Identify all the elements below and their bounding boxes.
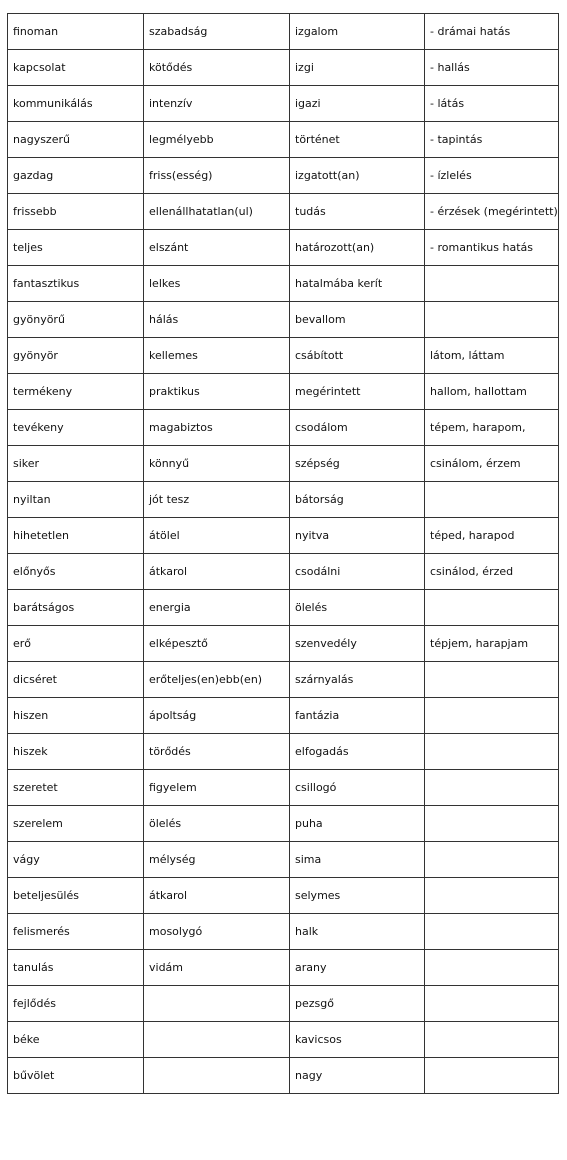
table-row xyxy=(8,662,559,698)
table-cell-col-2: mosolygó xyxy=(144,914,290,950)
table-cell-col-1: erő xyxy=(8,626,144,662)
table-cell-col-2: kötődés xyxy=(144,50,290,86)
table-row xyxy=(8,230,559,266)
table-cell-col-2: szabadság xyxy=(144,14,290,50)
table-cell-col-4: - romantikus hatás xyxy=(425,230,559,266)
table-row xyxy=(8,590,559,626)
table-cell-col-1: gyönyörű xyxy=(8,302,144,338)
table-cell-col-1: fejlődés xyxy=(8,986,144,1022)
table-row xyxy=(8,482,559,518)
table-row xyxy=(8,626,559,662)
table-cell-col-4: tépem, harapom, xyxy=(425,410,559,446)
table-cell-col-4 xyxy=(425,734,559,770)
table-row xyxy=(8,374,559,410)
table-row xyxy=(8,770,559,806)
table-cell-col-3: bevallom xyxy=(290,302,425,338)
table-cell-col-3: kavicsos xyxy=(290,1022,425,1058)
table-cell-col-1: gyönyör xyxy=(8,338,144,374)
table-row xyxy=(8,1058,559,1094)
table-cell-col-3: izgatott(an) xyxy=(290,158,425,194)
table-cell-col-3: pezsgő xyxy=(290,986,425,1022)
table-cell-col-1: gazdag xyxy=(8,158,144,194)
table-cell-col-2: elképesztő xyxy=(144,626,290,662)
table-cell-col-1: hiszen xyxy=(8,698,144,734)
table-cell-col-1: kommunikálás xyxy=(8,86,144,122)
table-cell-col-3: szenvedély xyxy=(290,626,425,662)
table-cell-col-3: csodálom xyxy=(290,410,425,446)
table-cell-col-3: puha xyxy=(290,806,425,842)
word-table-body xyxy=(8,14,559,1094)
table-cell-col-2: magabiztos xyxy=(144,410,290,446)
table-cell-col-2: intenzív xyxy=(144,86,290,122)
table-cell-col-1: béke xyxy=(8,1022,144,1058)
table-row xyxy=(8,194,559,230)
table-cell-col-2 xyxy=(144,1058,290,1094)
table-cell-col-1: felismerés xyxy=(8,914,144,950)
table-cell-col-3: hatalmába kerít xyxy=(290,266,425,302)
table-cell-col-1: tevékeny xyxy=(8,410,144,446)
table-cell-col-4: hallom, hallottam xyxy=(425,374,559,410)
table-cell-col-4 xyxy=(425,986,559,1022)
table-row xyxy=(8,302,559,338)
table-cell-col-3: nagy xyxy=(290,1058,425,1094)
table-cell-col-1: bűvölet xyxy=(8,1058,144,1094)
table-row xyxy=(8,518,559,554)
table-cell-col-3: határozott(an) xyxy=(290,230,425,266)
table-cell-col-1: fantasztikus xyxy=(8,266,144,302)
table-cell-col-2: erőteljes(en)ebb(en) xyxy=(144,662,290,698)
table-cell-col-3: megérintett xyxy=(290,374,425,410)
table-cell-col-1: siker xyxy=(8,446,144,482)
table-cell-col-4 xyxy=(425,950,559,986)
table-cell-col-2: átkarol xyxy=(144,878,290,914)
table-cell-col-3: izgi xyxy=(290,50,425,86)
table-cell-col-1: teljes xyxy=(8,230,144,266)
table-cell-col-4: - érzések (megérintett) xyxy=(425,194,559,230)
table-cell-col-2: figyelem xyxy=(144,770,290,806)
table-cell-col-3: ölelés xyxy=(290,590,425,626)
table-cell-col-3: arany xyxy=(290,950,425,986)
table-cell-col-4: tépjem, harapjam xyxy=(425,626,559,662)
table-cell-col-1: finoman xyxy=(8,14,144,50)
table-row xyxy=(8,50,559,86)
table-cell-col-3: bátorság xyxy=(290,482,425,518)
table-cell-col-2: hálás xyxy=(144,302,290,338)
table-cell-col-4 xyxy=(425,698,559,734)
word-table-container xyxy=(7,13,559,1094)
table-cell-col-1: kapcsolat xyxy=(8,50,144,86)
table-cell-col-3: szépség xyxy=(290,446,425,482)
table-cell-col-4: látom, láttam xyxy=(425,338,559,374)
table-cell-col-3: elfogadás xyxy=(290,734,425,770)
table-cell-col-1: előnyős xyxy=(8,554,144,590)
table-row xyxy=(8,878,559,914)
table-cell-col-4: - hallás xyxy=(425,50,559,86)
table-cell-col-3: csodálni xyxy=(290,554,425,590)
table-cell-col-3: szárnyalás xyxy=(290,662,425,698)
table-cell-col-1: beteljesülés xyxy=(8,878,144,914)
table-cell-col-4 xyxy=(425,1058,559,1094)
table-cell-col-1: nyiltan xyxy=(8,482,144,518)
table-row xyxy=(8,1022,559,1058)
table-row xyxy=(8,446,559,482)
table-cell-col-1: dicséret xyxy=(8,662,144,698)
table-cell-col-3: halk xyxy=(290,914,425,950)
table-cell-col-1: vágy xyxy=(8,842,144,878)
table-cell-col-2 xyxy=(144,986,290,1022)
table-cell-col-4 xyxy=(425,590,559,626)
table-row xyxy=(8,410,559,446)
table-row xyxy=(8,266,559,302)
table-cell-col-2: praktikus xyxy=(144,374,290,410)
table-cell-col-2: elszánt xyxy=(144,230,290,266)
table-cell-col-2: könnyű xyxy=(144,446,290,482)
table-cell-col-1: szerelem xyxy=(8,806,144,842)
table-cell-col-3: fantázia xyxy=(290,698,425,734)
table-cell-col-2: ápoltság xyxy=(144,698,290,734)
table-cell-col-2: mélység xyxy=(144,842,290,878)
table-row xyxy=(8,122,559,158)
table-cell-col-2: lelkes xyxy=(144,266,290,302)
table-cell-col-2: átölel xyxy=(144,518,290,554)
table-cell-col-3: csillogó xyxy=(290,770,425,806)
table-row xyxy=(8,554,559,590)
table-cell-col-4: csinálom, érzem xyxy=(425,446,559,482)
table-cell-col-1: tanulás xyxy=(8,950,144,986)
table-cell-col-4: - ízlelés xyxy=(425,158,559,194)
table-cell-col-3: tudás xyxy=(290,194,425,230)
table-cell-col-4: téped, harapod xyxy=(425,518,559,554)
table-row xyxy=(8,842,559,878)
table-row xyxy=(8,338,559,374)
table-cell-col-2: friss(esség) xyxy=(144,158,290,194)
table-cell-col-2: energia xyxy=(144,590,290,626)
table-cell-col-2: törődés xyxy=(144,734,290,770)
table-cell-col-1: termékeny xyxy=(8,374,144,410)
table-row xyxy=(8,914,559,950)
table-cell-col-1: hihetetlen xyxy=(8,518,144,554)
table-cell-col-4 xyxy=(425,266,559,302)
table-cell-col-1: nagyszerű xyxy=(8,122,144,158)
table-cell-col-1: hiszek xyxy=(8,734,144,770)
table-row xyxy=(8,158,559,194)
table-cell-col-4: csinálod, érzed xyxy=(425,554,559,590)
table-cell-col-4 xyxy=(425,842,559,878)
word-table xyxy=(7,13,559,1094)
table-cell-col-4: - látás xyxy=(425,86,559,122)
table-cell-col-4 xyxy=(425,806,559,842)
table-cell-col-2: ölelés xyxy=(144,806,290,842)
table-row xyxy=(8,806,559,842)
table-row xyxy=(8,986,559,1022)
table-cell-col-4 xyxy=(425,302,559,338)
table-cell-col-2: legmélyebb xyxy=(144,122,290,158)
table-cell-col-4: - drámai hatás xyxy=(425,14,559,50)
table-cell-col-4 xyxy=(425,662,559,698)
table-cell-col-1: barátságos xyxy=(8,590,144,626)
table-cell-col-4 xyxy=(425,914,559,950)
table-cell-col-1: frissebb xyxy=(8,194,144,230)
table-cell-col-3: igazi xyxy=(290,86,425,122)
table-cell-col-4 xyxy=(425,878,559,914)
table-row xyxy=(8,14,559,50)
table-row xyxy=(8,950,559,986)
table-cell-col-3: izgalom xyxy=(290,14,425,50)
table-row xyxy=(8,734,559,770)
table-cell-col-2: jót tesz xyxy=(144,482,290,518)
table-cell-col-2: átkarol xyxy=(144,554,290,590)
table-row xyxy=(8,698,559,734)
table-cell-col-2: ellenállhatatlan(ul) xyxy=(144,194,290,230)
table-cell-col-1: szeretet xyxy=(8,770,144,806)
table-cell-col-4: - tapintás xyxy=(425,122,559,158)
table-cell-col-2 xyxy=(144,1022,290,1058)
table-cell-col-3: nyitva xyxy=(290,518,425,554)
table-cell-col-3: selymes xyxy=(290,878,425,914)
table-cell-col-3: sima xyxy=(290,842,425,878)
table-cell-col-4 xyxy=(425,1022,559,1058)
table-cell-col-4 xyxy=(425,482,559,518)
table-cell-col-4 xyxy=(425,770,559,806)
table-row xyxy=(8,86,559,122)
table-cell-col-2: kellemes xyxy=(144,338,290,374)
table-cell-col-2: vidám xyxy=(144,950,290,986)
table-cell-col-3: történet xyxy=(290,122,425,158)
table-cell-col-3: csábított xyxy=(290,338,425,374)
